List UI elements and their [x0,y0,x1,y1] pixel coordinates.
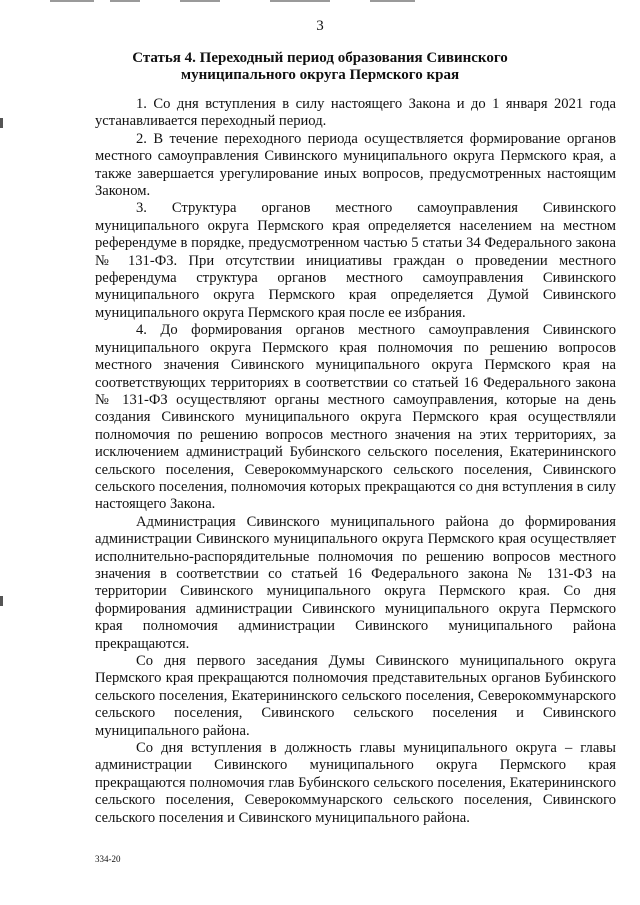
paragraph: 2. В течение переходного периода осуществляется формирование органов местного самоуправления Сивинского муниципального округа Пермского края, а также завершается урегулирование иных вопросов, предусмотренных настоящим Законом. [95,130,616,200]
article-heading [100,50,540,84]
paragraph: 4. До формирования органов местного самоуправления Сивинского муниципального округа Пермского края полномочия по решению вопросов местного значения Сивинского муниципального округа Пермского края на соответствующих территориях в соответствии со статьей 16 Федерального закона № 131-ФЗ осуществляют органы местного самоуправления, которые на день создания Сивинского муниципального округа Пермского края осуществляли полномочия по решению вопросов местного значения на этих территориях, за исключением администраций Бубинского сельского поселения, Екатерининского сельского поселения, Северокоммунарского сельского поселения, Сивинского сельского поселения, полномочия которых прекращаются со дня вступления в силу настоящего Закона. [95,322,616,513]
article-body [95,96,616,827]
scan-edge-artifact [40,0,600,3]
paragraph: 3. Структура органов местного самоуправления Сивинского муниципального округа Пермского края определяется населением на местном референдуме в порядке, предусмотренном частью 5 статьи 34 Федерального закона № 131-ФЗ. При отсутствии инициативы граждан о проведении местного референдума структура органов местного самоуправления Сивинского муниципального округа Пермского края определяется Думой Сивинского муниципального округа Пермского края после ее избрания. [95,200,616,321]
margin-mark [0,596,3,606]
margin-mark [0,118,3,128]
document-code: 334-20 [95,854,121,864]
paragraph: 1. Со дня вступления в силу настоящего Закона и до 1 января 2021 года устанавливается переходный период. [95,96,616,130]
article-title-line: Статья 4. Переходный период образования Сивинского [132,50,508,66]
article-title-line: муниципального округа Пермского края [180,67,460,83]
paragraph: Со дня первого заседания Думы Сивинского муниципального округа Пермского края прекращаются полномочия представительных органов Бубинского сельского поселения, Екатерининского сельского поселения, Северокоммунарского сельского поселения, Сивинского сельского поселения и Сивинского муниципального района. [95,653,616,739]
paragraph: Со дня вступления в должность главы муниципального округа – главы администрации Сивинского муниципального округа Пермского края прекращаются полномочия глав Бубинского сельского поселения, Екатерининского сельского поселения, Северокоммунарского сельского поселения, Сивинского сельского поселения и Сивинского муниципального района. [95,740,616,826]
paragraph: Администрация Сивинского муниципального района до формирования администрации Сивинского муниципального округа Пермского края осуществляет исполнительно-распорядительные полномочия по решению вопросов местного значения в соответствии со статьей 16 Федерального закона № 131-ФЗ на территории Сивинского муниципального округа Пермского края. Со дня формирования администрации Сивинского муниципального округа Пермского края полномочия администрации Сивинского муниципального района прекращаются. [95,513,616,652]
page-number: 3 [316,18,324,34]
